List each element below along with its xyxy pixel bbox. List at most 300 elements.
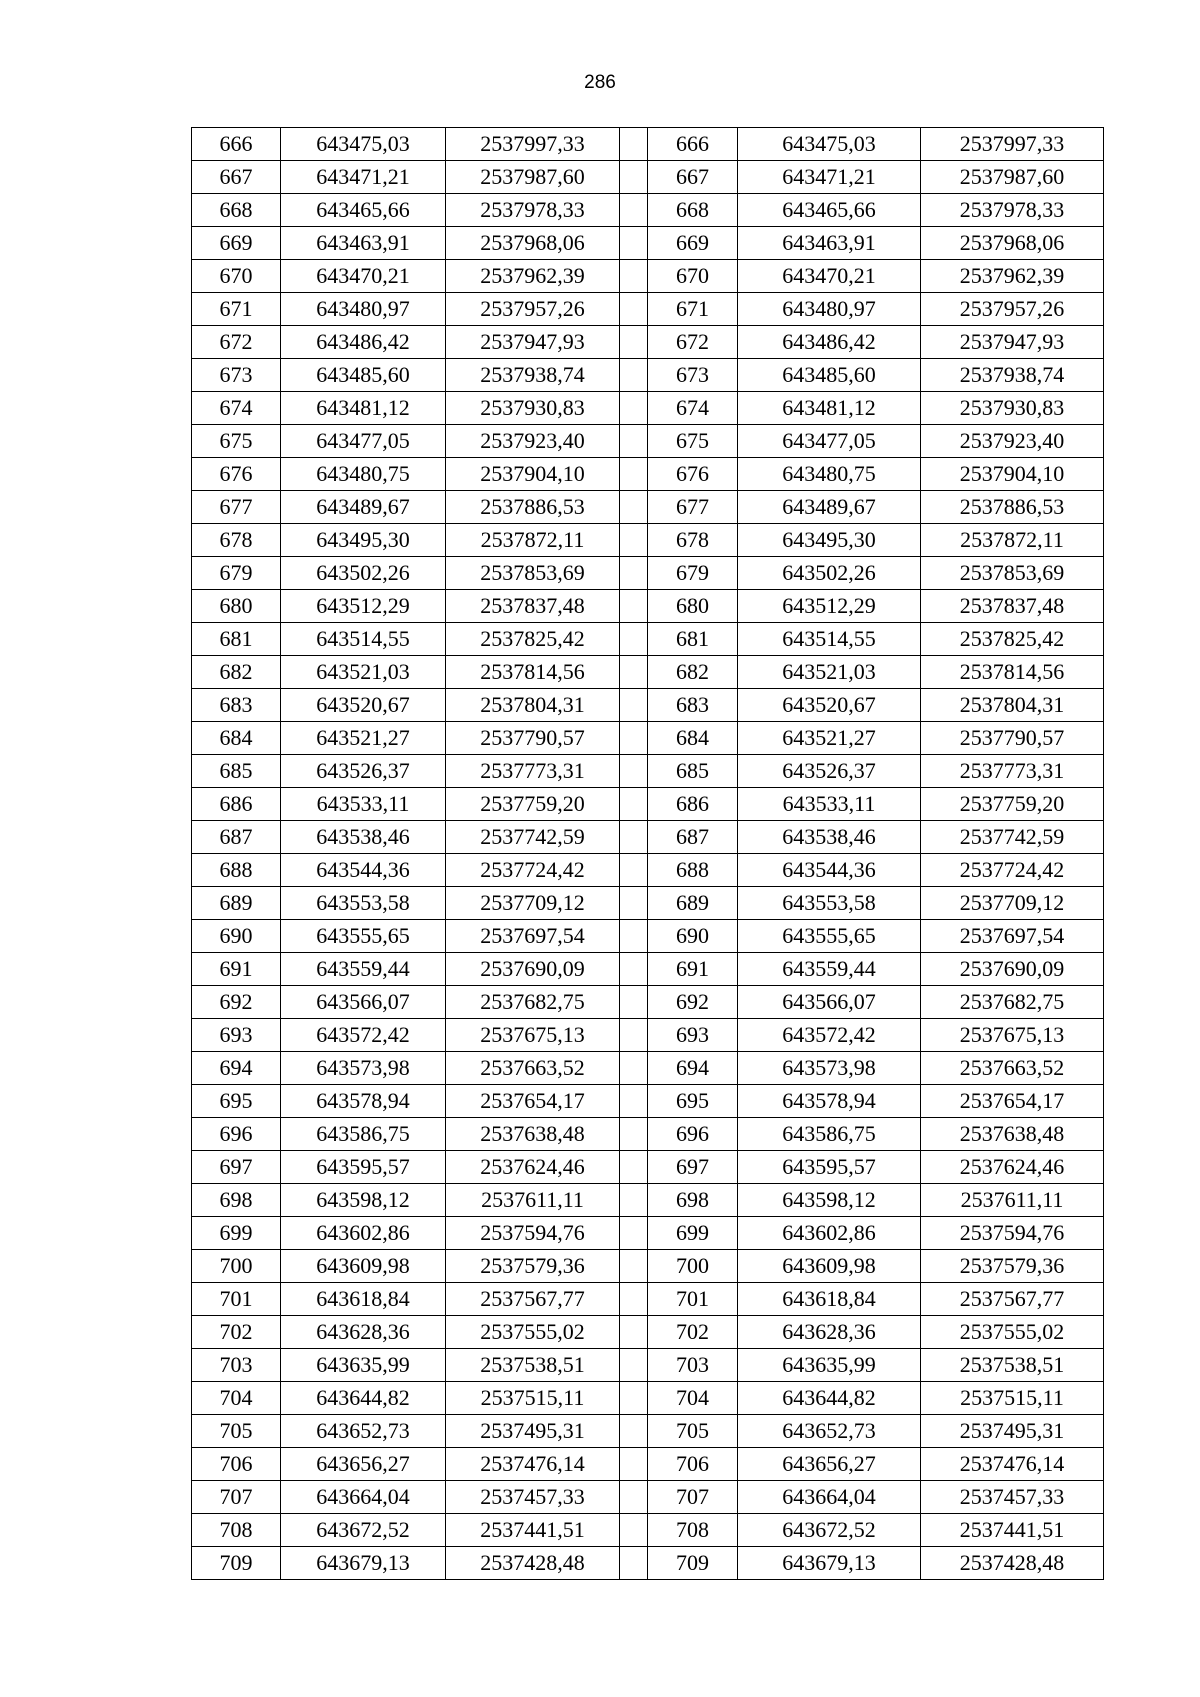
left-point-number-cell: 684 <box>192 722 281 755</box>
right-point-number-cell: 709 <box>648 1547 738 1580</box>
left-point-number-cell: 687 <box>192 821 281 854</box>
table-row <box>192 1349 1104 1382</box>
right-y-coordinate-cell: 2537978,33 <box>921 194 1104 227</box>
table-row <box>192 326 1104 359</box>
left-y-coordinate-cell: 2537538,51 <box>446 1349 620 1382</box>
right-y-coordinate-cell: 2537567,77 <box>921 1283 1104 1316</box>
left-y-coordinate-cell: 2537825,42 <box>446 623 620 656</box>
right-x-coordinate-cell: 643572,42 <box>738 1019 921 1052</box>
right-x-coordinate-cell: 643672,52 <box>738 1514 921 1547</box>
separator-cell <box>620 986 648 1019</box>
separator-cell <box>620 722 648 755</box>
left-x-coordinate-cell: 643502,26 <box>281 557 446 590</box>
right-x-coordinate-cell: 643595,57 <box>738 1151 921 1184</box>
left-x-coordinate-cell: 643578,94 <box>281 1085 446 1118</box>
right-y-coordinate-cell: 2537804,31 <box>921 689 1104 722</box>
separator-cell <box>620 590 648 623</box>
left-point-number-cell: 668 <box>192 194 281 227</box>
table-row <box>192 359 1104 392</box>
right-x-coordinate-cell: 643598,12 <box>738 1184 921 1217</box>
right-point-number-cell: 672 <box>648 326 738 359</box>
table-row <box>192 1316 1104 1349</box>
left-point-number-cell: 669 <box>192 227 281 260</box>
right-y-coordinate-cell: 2537947,93 <box>921 326 1104 359</box>
right-x-coordinate-cell: 643573,98 <box>738 1052 921 1085</box>
right-x-coordinate-cell: 643495,30 <box>738 524 921 557</box>
separator-cell <box>620 1052 648 1085</box>
right-x-coordinate-cell: 643521,03 <box>738 656 921 689</box>
table-row <box>192 986 1104 1019</box>
right-point-number-cell: 687 <box>648 821 738 854</box>
right-y-coordinate-cell: 2537825,42 <box>921 623 1104 656</box>
left-y-coordinate-cell: 2537428,48 <box>446 1547 620 1580</box>
right-y-coordinate-cell: 2537997,33 <box>921 128 1104 161</box>
right-point-number-cell: 677 <box>648 491 738 524</box>
right-y-coordinate-cell: 2537759,20 <box>921 788 1104 821</box>
right-point-number-cell: 668 <box>648 194 738 227</box>
left-y-coordinate-cell: 2537579,36 <box>446 1250 620 1283</box>
left-point-number-cell: 705 <box>192 1415 281 1448</box>
left-y-coordinate-cell: 2537441,51 <box>446 1514 620 1547</box>
right-y-coordinate-cell: 2537930,83 <box>921 392 1104 425</box>
right-x-coordinate-cell: 643489,67 <box>738 491 921 524</box>
left-x-coordinate-cell: 643566,07 <box>281 986 446 1019</box>
table-row <box>192 557 1104 590</box>
left-y-coordinate-cell: 2537904,10 <box>446 458 620 491</box>
left-y-coordinate-cell: 2537457,33 <box>446 1481 620 1514</box>
separator-cell <box>620 920 648 953</box>
left-y-coordinate-cell: 2537923,40 <box>446 425 620 458</box>
right-x-coordinate-cell: 643628,36 <box>738 1316 921 1349</box>
right-point-number-cell: 669 <box>648 227 738 260</box>
separator-cell <box>620 1118 648 1151</box>
left-point-number-cell: 685 <box>192 755 281 788</box>
table-row <box>192 1250 1104 1283</box>
right-x-coordinate-cell: 643480,97 <box>738 293 921 326</box>
left-x-coordinate-cell: 643470,21 <box>281 260 446 293</box>
left-point-number-cell: 671 <box>192 293 281 326</box>
right-x-coordinate-cell: 643463,91 <box>738 227 921 260</box>
left-y-coordinate-cell: 2537837,48 <box>446 590 620 623</box>
left-y-coordinate-cell: 2537555,02 <box>446 1316 620 1349</box>
right-y-coordinate-cell: 2537675,13 <box>921 1019 1104 1052</box>
left-y-coordinate-cell: 2537709,12 <box>446 887 620 920</box>
left-y-coordinate-cell: 2537962,39 <box>446 260 620 293</box>
right-point-number-cell: 700 <box>648 1250 738 1283</box>
left-y-coordinate-cell: 2537624,46 <box>446 1151 620 1184</box>
right-y-coordinate-cell: 2537495,31 <box>921 1415 1104 1448</box>
right-x-coordinate-cell: 643485,60 <box>738 359 921 392</box>
right-point-number-cell: 690 <box>648 920 738 953</box>
table-row <box>192 1415 1104 1448</box>
table-row <box>192 458 1104 491</box>
separator-cell <box>620 458 648 491</box>
left-point-number-cell: 676 <box>192 458 281 491</box>
left-x-coordinate-cell: 643526,37 <box>281 755 446 788</box>
right-point-number-cell: 685 <box>648 755 738 788</box>
left-point-number-cell: 689 <box>192 887 281 920</box>
left-point-number-cell: 706 <box>192 1448 281 1481</box>
separator-cell <box>620 1382 648 1415</box>
left-y-coordinate-cell: 2537638,48 <box>446 1118 620 1151</box>
right-x-coordinate-cell: 643471,21 <box>738 161 921 194</box>
left-x-coordinate-cell: 643586,75 <box>281 1118 446 1151</box>
left-x-coordinate-cell: 643573,98 <box>281 1052 446 1085</box>
right-y-coordinate-cell: 2537579,36 <box>921 1250 1104 1283</box>
table-row <box>192 1283 1104 1316</box>
left-x-coordinate-cell: 643602,86 <box>281 1217 446 1250</box>
right-x-coordinate-cell: 643656,27 <box>738 1448 921 1481</box>
separator-cell <box>620 953 648 986</box>
right-point-number-cell: 679 <box>648 557 738 590</box>
separator-cell <box>620 656 648 689</box>
left-y-coordinate-cell: 2537567,77 <box>446 1283 620 1316</box>
separator-cell <box>620 194 648 227</box>
right-x-coordinate-cell: 643555,65 <box>738 920 921 953</box>
table-row <box>192 1184 1104 1217</box>
separator-cell <box>620 227 648 260</box>
right-y-coordinate-cell: 2537872,11 <box>921 524 1104 557</box>
separator-cell <box>620 1151 648 1184</box>
right-point-number-cell: 695 <box>648 1085 738 1118</box>
left-x-coordinate-cell: 643538,46 <box>281 821 446 854</box>
left-point-number-cell: 707 <box>192 1481 281 1514</box>
right-point-number-cell: 707 <box>648 1481 738 1514</box>
left-x-coordinate-cell: 643609,98 <box>281 1250 446 1283</box>
left-x-coordinate-cell: 643652,73 <box>281 1415 446 1448</box>
right-y-coordinate-cell: 2537724,42 <box>921 854 1104 887</box>
left-point-number-cell: 709 <box>192 1547 281 1580</box>
left-point-number-cell: 708 <box>192 1514 281 1547</box>
right-x-coordinate-cell: 643609,98 <box>738 1250 921 1283</box>
right-x-coordinate-cell: 643465,66 <box>738 194 921 227</box>
left-x-coordinate-cell: 643485,60 <box>281 359 446 392</box>
left-x-coordinate-cell: 643481,12 <box>281 392 446 425</box>
left-y-coordinate-cell: 2537495,31 <box>446 1415 620 1448</box>
separator-cell <box>620 1283 648 1316</box>
right-y-coordinate-cell: 2537904,10 <box>921 458 1104 491</box>
right-x-coordinate-cell: 643566,07 <box>738 986 921 1019</box>
table-row <box>192 227 1104 260</box>
separator-cell <box>620 623 648 656</box>
right-point-number-cell: 703 <box>648 1349 738 1382</box>
left-point-number-cell: 692 <box>192 986 281 1019</box>
right-x-coordinate-cell: 643538,46 <box>738 821 921 854</box>
table-row <box>192 194 1104 227</box>
right-y-coordinate-cell: 2537837,48 <box>921 590 1104 623</box>
right-y-coordinate-cell: 2537773,31 <box>921 755 1104 788</box>
right-point-number-cell: 688 <box>648 854 738 887</box>
left-x-coordinate-cell: 643521,27 <box>281 722 446 755</box>
page-number: 286 <box>584 72 616 93</box>
separator-cell <box>620 161 648 194</box>
right-point-number-cell: 686 <box>648 788 738 821</box>
right-point-number-cell: 667 <box>648 161 738 194</box>
right-x-coordinate-cell: 643635,99 <box>738 1349 921 1382</box>
left-x-coordinate-cell: 643463,91 <box>281 227 446 260</box>
right-point-number-cell: 698 <box>648 1184 738 1217</box>
table-row <box>192 689 1104 722</box>
table-row <box>192 1052 1104 1085</box>
left-y-coordinate-cell: 2537476,14 <box>446 1448 620 1481</box>
table-row <box>192 392 1104 425</box>
left-y-coordinate-cell: 2537654,17 <box>446 1085 620 1118</box>
right-point-number-cell: 676 <box>648 458 738 491</box>
table-row <box>192 260 1104 293</box>
table-row <box>192 887 1104 920</box>
left-x-coordinate-cell: 643598,12 <box>281 1184 446 1217</box>
right-point-number-cell: 706 <box>648 1448 738 1481</box>
left-y-coordinate-cell: 2537690,09 <box>446 953 620 986</box>
left-y-coordinate-cell: 2537675,13 <box>446 1019 620 1052</box>
separator-cell <box>620 1349 648 1382</box>
table-row <box>192 1481 1104 1514</box>
left-x-coordinate-cell: 643679,13 <box>281 1547 446 1580</box>
table-row <box>192 854 1104 887</box>
right-point-number-cell: 699 <box>648 1217 738 1250</box>
left-y-coordinate-cell: 2537987,60 <box>446 161 620 194</box>
separator-cell <box>620 1448 648 1481</box>
table-row <box>192 1217 1104 1250</box>
separator-cell <box>620 1481 648 1514</box>
right-y-coordinate-cell: 2537594,76 <box>921 1217 1104 1250</box>
left-point-number-cell: 690 <box>192 920 281 953</box>
left-point-number-cell: 678 <box>192 524 281 557</box>
left-x-coordinate-cell: 643664,04 <box>281 1481 446 1514</box>
right-x-coordinate-cell: 643544,36 <box>738 854 921 887</box>
right-x-coordinate-cell: 643559,44 <box>738 953 921 986</box>
coordinates-table <box>191 127 1104 1580</box>
right-x-coordinate-cell: 643664,04 <box>738 1481 921 1514</box>
separator-cell <box>620 689 648 722</box>
left-y-coordinate-cell: 2537814,56 <box>446 656 620 689</box>
right-point-number-cell: 673 <box>648 359 738 392</box>
right-x-coordinate-cell: 643481,12 <box>738 392 921 425</box>
left-x-coordinate-cell: 643559,44 <box>281 953 446 986</box>
right-point-number-cell: 697 <box>648 1151 738 1184</box>
left-point-number-cell: 698 <box>192 1184 281 1217</box>
left-y-coordinate-cell: 2537697,54 <box>446 920 620 953</box>
table-row <box>192 425 1104 458</box>
separator-cell <box>620 524 648 557</box>
right-point-number-cell: 681 <box>648 623 738 656</box>
right-point-number-cell: 701 <box>648 1283 738 1316</box>
table-row <box>192 722 1104 755</box>
separator-cell <box>620 128 648 161</box>
left-x-coordinate-cell: 643618,84 <box>281 1283 446 1316</box>
right-point-number-cell: 670 <box>648 260 738 293</box>
left-point-number-cell: 674 <box>192 392 281 425</box>
left-x-coordinate-cell: 643475,03 <box>281 128 446 161</box>
left-x-coordinate-cell: 643512,29 <box>281 590 446 623</box>
right-y-coordinate-cell: 2537957,26 <box>921 293 1104 326</box>
right-point-number-cell: 675 <box>648 425 738 458</box>
right-point-number-cell: 682 <box>648 656 738 689</box>
left-point-number-cell: 694 <box>192 1052 281 1085</box>
table-row <box>192 1382 1104 1415</box>
left-point-number-cell: 680 <box>192 590 281 623</box>
right-x-coordinate-cell: 643520,67 <box>738 689 921 722</box>
table-row <box>192 755 1104 788</box>
right-point-number-cell: 674 <box>648 392 738 425</box>
right-y-coordinate-cell: 2537814,56 <box>921 656 1104 689</box>
right-point-number-cell: 708 <box>648 1514 738 1547</box>
right-point-number-cell: 704 <box>648 1382 738 1415</box>
separator-cell <box>620 1316 648 1349</box>
right-y-coordinate-cell: 2537555,02 <box>921 1316 1104 1349</box>
left-point-number-cell: 703 <box>192 1349 281 1382</box>
separator-cell <box>620 293 648 326</box>
left-x-coordinate-cell: 643514,55 <box>281 623 446 656</box>
left-point-number-cell: 691 <box>192 953 281 986</box>
right-y-coordinate-cell: 2537538,51 <box>921 1349 1104 1382</box>
left-point-number-cell: 682 <box>192 656 281 689</box>
right-y-coordinate-cell: 2537853,69 <box>921 557 1104 590</box>
table-row <box>192 590 1104 623</box>
separator-cell <box>620 1217 648 1250</box>
separator-cell <box>620 1514 648 1547</box>
right-y-coordinate-cell: 2537697,54 <box>921 920 1104 953</box>
right-point-number-cell: 702 <box>648 1316 738 1349</box>
right-y-coordinate-cell: 2537682,75 <box>921 986 1104 1019</box>
right-x-coordinate-cell: 643526,37 <box>738 755 921 788</box>
separator-cell <box>620 1085 648 1118</box>
table-row <box>192 1019 1104 1052</box>
left-y-coordinate-cell: 2537759,20 <box>446 788 620 821</box>
right-x-coordinate-cell: 643618,84 <box>738 1283 921 1316</box>
right-x-coordinate-cell: 643486,42 <box>738 326 921 359</box>
left-x-coordinate-cell: 643480,75 <box>281 458 446 491</box>
left-y-coordinate-cell: 2537997,33 <box>446 128 620 161</box>
left-point-number-cell: 695 <box>192 1085 281 1118</box>
left-x-coordinate-cell: 643644,82 <box>281 1382 446 1415</box>
right-x-coordinate-cell: 643586,75 <box>738 1118 921 1151</box>
left-point-number-cell: 686 <box>192 788 281 821</box>
right-y-coordinate-cell: 2537638,48 <box>921 1118 1104 1151</box>
separator-cell <box>620 854 648 887</box>
left-point-number-cell: 667 <box>192 161 281 194</box>
left-point-number-cell: 681 <box>192 623 281 656</box>
table-row <box>192 1547 1104 1580</box>
left-point-number-cell: 673 <box>192 359 281 392</box>
table-row <box>192 293 1104 326</box>
right-y-coordinate-cell: 2537441,51 <box>921 1514 1104 1547</box>
left-point-number-cell: 677 <box>192 491 281 524</box>
right-x-coordinate-cell: 643512,29 <box>738 590 921 623</box>
right-x-coordinate-cell: 643502,26 <box>738 557 921 590</box>
right-point-number-cell: 689 <box>648 887 738 920</box>
left-point-number-cell: 704 <box>192 1382 281 1415</box>
right-y-coordinate-cell: 2537476,14 <box>921 1448 1104 1481</box>
left-point-number-cell: 702 <box>192 1316 281 1349</box>
right-point-number-cell: 671 <box>648 293 738 326</box>
right-y-coordinate-cell: 2537690,09 <box>921 953 1104 986</box>
separator-cell <box>620 260 648 293</box>
table-row <box>192 1514 1104 1547</box>
left-y-coordinate-cell: 2537804,31 <box>446 689 620 722</box>
left-point-number-cell: 699 <box>192 1217 281 1250</box>
left-x-coordinate-cell: 643520,67 <box>281 689 446 722</box>
left-point-number-cell: 670 <box>192 260 281 293</box>
separator-cell <box>620 392 648 425</box>
left-x-coordinate-cell: 643656,27 <box>281 1448 446 1481</box>
left-x-coordinate-cell: 643521,03 <box>281 656 446 689</box>
right-x-coordinate-cell: 643679,13 <box>738 1547 921 1580</box>
separator-cell <box>620 1019 648 1052</box>
separator-cell <box>620 326 648 359</box>
right-point-number-cell: 696 <box>648 1118 738 1151</box>
left-x-coordinate-cell: 643465,66 <box>281 194 446 227</box>
right-y-coordinate-cell: 2537987,60 <box>921 161 1104 194</box>
table-row <box>192 161 1104 194</box>
separator-cell <box>620 887 648 920</box>
table-row <box>192 1448 1104 1481</box>
right-y-coordinate-cell: 2537962,39 <box>921 260 1104 293</box>
left-point-number-cell: 666 <box>192 128 281 161</box>
separator-cell <box>620 1415 648 1448</box>
table-row <box>192 623 1104 656</box>
right-y-coordinate-cell: 2537611,11 <box>921 1184 1104 1217</box>
right-x-coordinate-cell: 643533,11 <box>738 788 921 821</box>
right-x-coordinate-cell: 643475,03 <box>738 128 921 161</box>
table-row <box>192 491 1104 524</box>
right-y-coordinate-cell: 2537457,33 <box>921 1481 1104 1514</box>
right-point-number-cell: 705 <box>648 1415 738 1448</box>
left-y-coordinate-cell: 2537773,31 <box>446 755 620 788</box>
right-x-coordinate-cell: 643480,75 <box>738 458 921 491</box>
right-y-coordinate-cell: 2537624,46 <box>921 1151 1104 1184</box>
separator-cell <box>620 557 648 590</box>
right-point-number-cell: 683 <box>648 689 738 722</box>
left-point-number-cell: 672 <box>192 326 281 359</box>
left-y-coordinate-cell: 2537663,52 <box>446 1052 620 1085</box>
left-x-coordinate-cell: 643635,99 <box>281 1349 446 1382</box>
left-y-coordinate-cell: 2537968,06 <box>446 227 620 260</box>
table-row <box>192 788 1104 821</box>
left-y-coordinate-cell: 2537790,57 <box>446 722 620 755</box>
left-x-coordinate-cell: 643477,05 <box>281 425 446 458</box>
right-y-coordinate-cell: 2537709,12 <box>921 887 1104 920</box>
left-point-number-cell: 700 <box>192 1250 281 1283</box>
left-point-number-cell: 679 <box>192 557 281 590</box>
table-row <box>192 953 1104 986</box>
left-y-coordinate-cell: 2537853,69 <box>446 557 620 590</box>
right-point-number-cell: 678 <box>648 524 738 557</box>
left-point-number-cell: 683 <box>192 689 281 722</box>
right-point-number-cell: 680 <box>648 590 738 623</box>
left-y-coordinate-cell: 2537594,76 <box>446 1217 620 1250</box>
left-y-coordinate-cell: 2537978,33 <box>446 194 620 227</box>
right-x-coordinate-cell: 643652,73 <box>738 1415 921 1448</box>
right-y-coordinate-cell: 2537968,06 <box>921 227 1104 260</box>
left-y-coordinate-cell: 2537930,83 <box>446 392 620 425</box>
separator-cell <box>620 425 648 458</box>
left-y-coordinate-cell: 2537515,11 <box>446 1382 620 1415</box>
left-y-coordinate-cell: 2537938,74 <box>446 359 620 392</box>
table-row <box>192 524 1104 557</box>
left-x-coordinate-cell: 643486,42 <box>281 326 446 359</box>
right-point-number-cell: 666 <box>648 128 738 161</box>
right-y-coordinate-cell: 2537938,74 <box>921 359 1104 392</box>
left-y-coordinate-cell: 2537742,59 <box>446 821 620 854</box>
left-point-number-cell: 675 <box>192 425 281 458</box>
left-x-coordinate-cell: 643480,97 <box>281 293 446 326</box>
table-row <box>192 1085 1104 1118</box>
left-x-coordinate-cell: 643628,36 <box>281 1316 446 1349</box>
separator-cell <box>620 491 648 524</box>
left-x-coordinate-cell: 643672,52 <box>281 1514 446 1547</box>
right-y-coordinate-cell: 2537663,52 <box>921 1052 1104 1085</box>
